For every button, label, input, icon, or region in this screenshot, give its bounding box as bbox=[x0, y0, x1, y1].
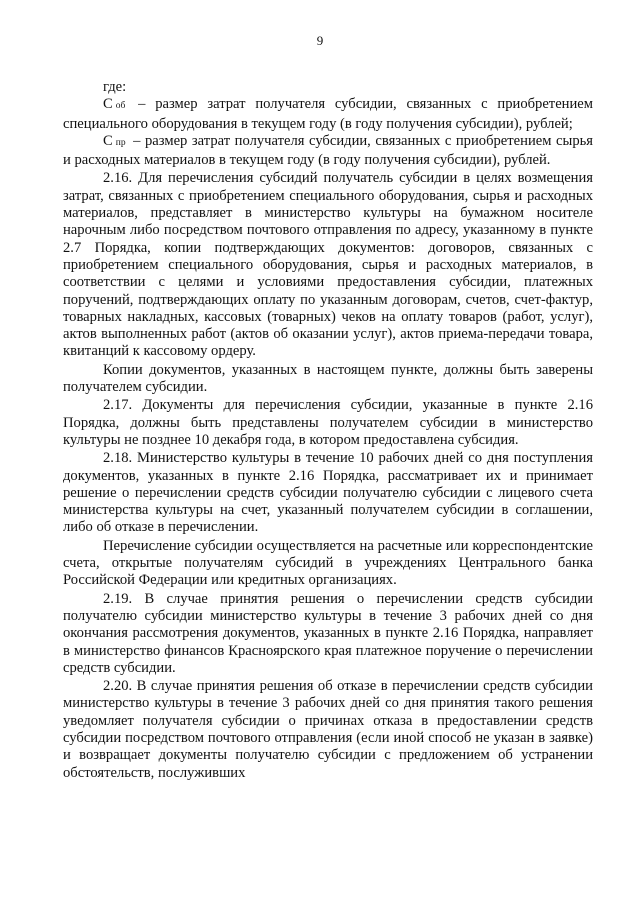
paragraph-c-ob-definition bbox=[63, 96, 593, 133]
document-body bbox=[63, 79, 593, 782]
paragraph-text: – размер затрат получателя субсидии, связанных с приобретением сырья и расходных материалов в текущем году (в году получения субсидии), рублей. bbox=[63, 132, 593, 169]
paragraph-text: 2.19. В случае принятия решения о перечислении средств субсидии получателю субсидии министерство культуры в течение 3 рабочих дней со дня окончания рассмотрения документов, указанных в пункте 2.16 Порядка, направляет в министерство финансов Красноярского края платежное поручение о перечислении средств субсидии. bbox=[63, 590, 593, 676]
paragraph-2-16 bbox=[63, 170, 593, 360]
paragraph-2-19 bbox=[63, 591, 593, 677]
paragraph-text: где: bbox=[103, 79, 127, 95]
page-number: 9 bbox=[316, 33, 324, 48]
paragraph-2-20 bbox=[63, 678, 593, 782]
variable-symbol: С bbox=[103, 132, 113, 149]
paragraph-text: 2.17. Документы для перечисления субсидии, указанные в пункте 2.16 Порядка, должны быть представлены получателем субсидии в министерство культуры не позднее 10 декабря года, в котором предоставлена субсидия. bbox=[63, 397, 593, 448]
paragraph-2-17 bbox=[63, 397, 593, 449]
variable-subscript: об bbox=[115, 101, 126, 112]
paragraph-text: Копии документов, указанных в настоящем пункте, должны быть заверены получателем субсидии. bbox=[63, 361, 593, 396]
variable-symbol: С bbox=[103, 96, 113, 113]
paragraph-transfer-accounts bbox=[63, 538, 593, 590]
paragraph-copies-certified bbox=[63, 362, 593, 397]
paragraph-text: 2.16. Для перечисления субсидий получатель субсидии в целях возмещения затрат, связанных с приобретением специального оборудования, сырья и расходных материалов, представляет в министерство культуры на бумажном носителе нарочным либо посредством почтового отправления по адресу, указанному в пункте 2.7 Порядка, копии подтверждающих документов: договоров, связанных с приобретением специального оборудования, сырья и расходных материалов, в соответствии с целями и условиями предоставления субсидии, платежных поручений, подтверждающих оплату по указанным договорам, счетов, счет-фактур, товарных накладных, кассовых (товарных) чеков на оплату товаров (работ, услуг), актов выполненных работ (актов об оказании услуг), актов приема-передачи товара, квитанций к кассовому ордеру. bbox=[63, 170, 593, 360]
paragraph-c-pr-definition bbox=[63, 133, 593, 170]
paragraph-text: 2.20. В случае принятия решения об отказе в перечислении средств субсидии министерство культуры в течение 3 рабочих дней со дня принятия такого решения уведомляет получателя субсидии о причинах отказа в предоставлении средств субсидии посредством почтового отправления (если иной способ не указан в заявке) и возвращает документы получателю субсидии с предложением об устранении обстоятельств, послуживших bbox=[63, 678, 593, 781]
paragraph-text: Перечисление субсидии осуществляется на расчетные или корреспондентские счета, открытые получателям субсидий в учреждениях Центрального банка Российской Федерации или кредитных организациях. bbox=[63, 537, 593, 589]
variable-subscript: пр bbox=[115, 137, 126, 148]
paragraph-where bbox=[63, 79, 593, 96]
paragraph-2-18 bbox=[63, 450, 593, 536]
paragraph-text: – размер затрат получателя субсидии, связанных с приобретением специального оборудования в текущем году (в году получения субсидии), рублей; bbox=[63, 96, 593, 132]
paragraph-text: 2.18. Министерство культуры в течение 10 рабочих дней со дня поступления документов, указанных в пункте 2.16 Порядка, рассматривает их и принимает решение о перечислении средств субсидии получателю субсидии с лицевого счета министерства культуры на счет, указанный получателем субсидии в соглашении, либо об отказе в перечислении. bbox=[63, 450, 593, 536]
